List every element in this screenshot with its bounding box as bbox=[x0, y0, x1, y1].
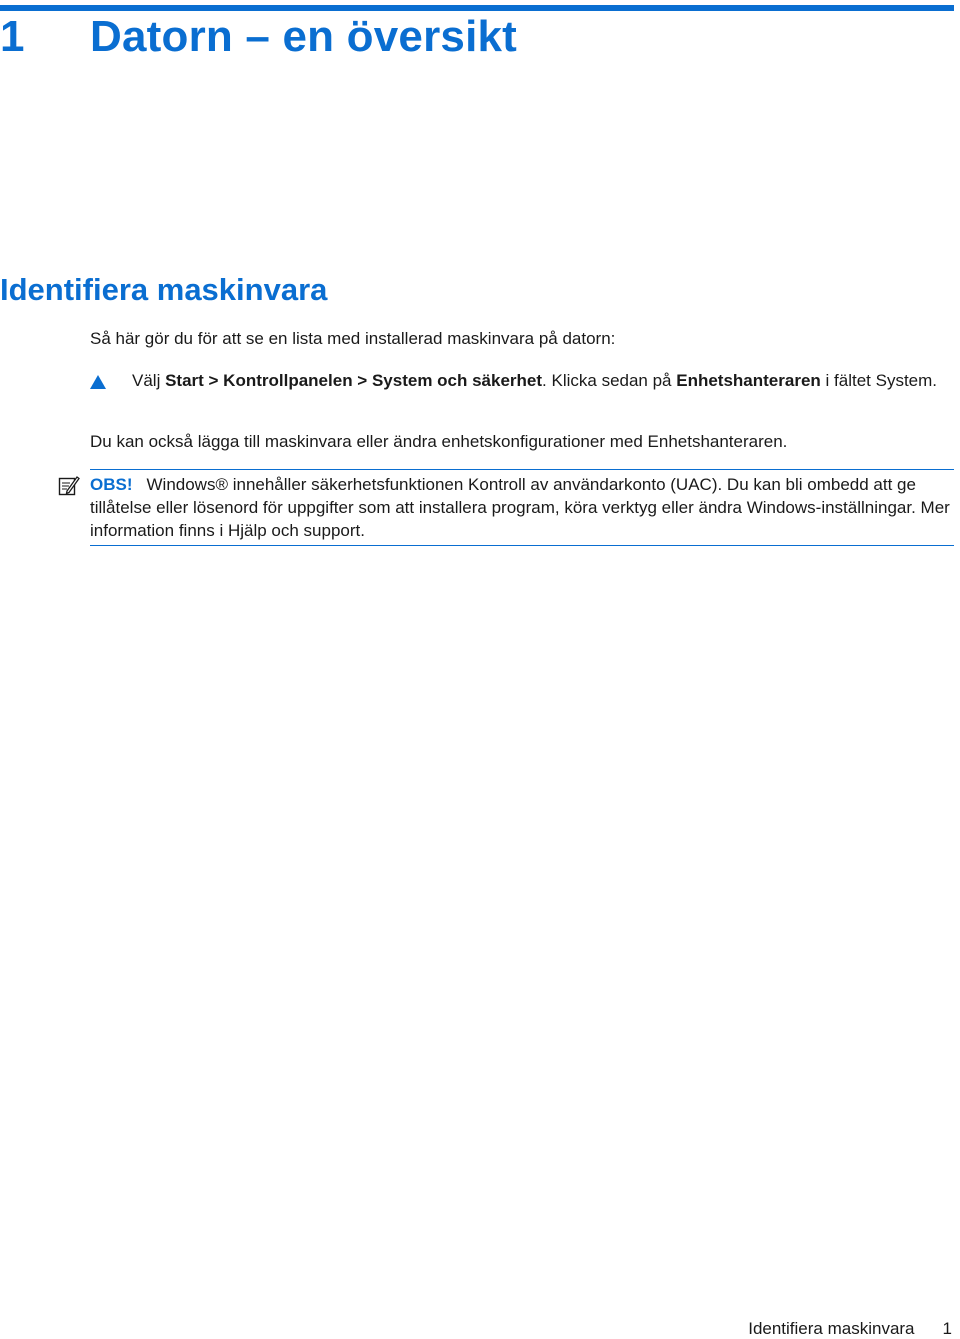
step-suffix: i fältet System. bbox=[820, 371, 937, 390]
chapter-top-rule bbox=[0, 5, 954, 11]
note-body: Windows® innehåller säkerhetsfunktionen Kontroll av användarkonto (UAC). Du kan bli ombedd att ge tillåtelse eller lösenord för uppgifter som att installera program, köra verktyg eller ändra Windows-inställningar. Mer information finns i Hjälp och support. bbox=[90, 475, 950, 540]
step-item bbox=[90, 369, 954, 392]
step-middle: . Klicka sedan på bbox=[542, 371, 677, 390]
intro-paragraph: Så här gör du för att se en lista med installerad maskinvara på datorn: bbox=[90, 329, 616, 348]
note-box bbox=[90, 469, 954, 546]
page-number: 1 bbox=[942, 1319, 952, 1338]
chapter-title bbox=[0, 12, 517, 62]
chapter-number: 1 bbox=[0, 12, 25, 61]
step-prefix: Välj bbox=[132, 371, 166, 390]
note-label: OBS! bbox=[90, 475, 133, 494]
step-menu-path: Start > Kontrollpanelen > System och säkerhet bbox=[165, 371, 543, 390]
chapter-title-text: Datorn – en översikt bbox=[90, 12, 518, 61]
note-pencil-icon bbox=[58, 474, 80, 496]
step-text bbox=[132, 369, 954, 392]
step-note: Du kan också lägga till maskinvara eller ändra enhetskonfigurationer med Enhetshanteraren. bbox=[90, 432, 788, 451]
triangle-bullet-icon bbox=[90, 375, 106, 389]
page-footer bbox=[748, 1319, 952, 1339]
footer-section-title: Identifiera maskinvara bbox=[748, 1319, 915, 1338]
section-title: Identifiera maskinvara bbox=[0, 272, 328, 307]
note-text bbox=[90, 473, 954, 542]
step-device-manager: Enhetshanteraren bbox=[676, 371, 821, 390]
